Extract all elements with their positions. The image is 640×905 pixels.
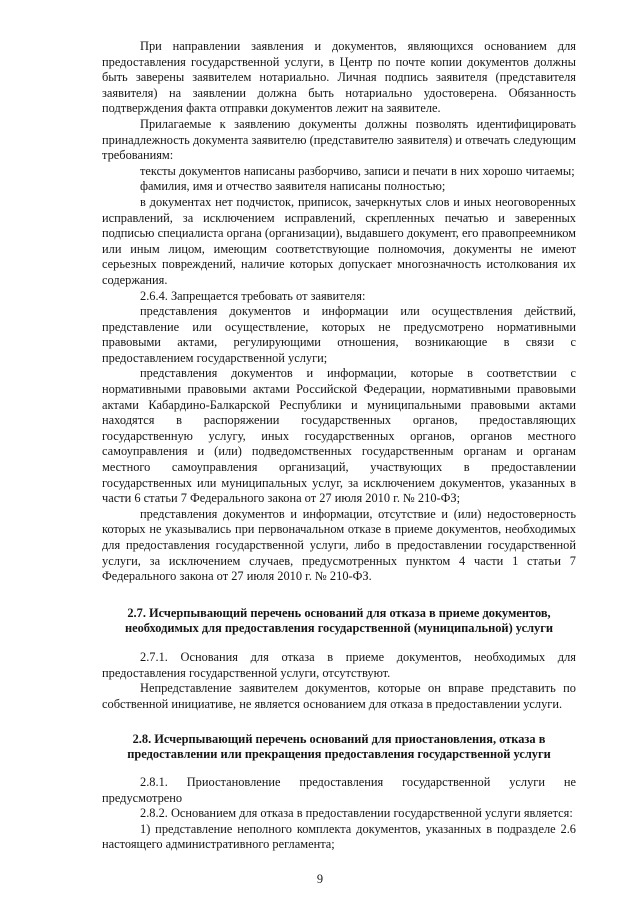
paragraph-prohibited-3: представления документов и информации, отсутствие и (или) недостоверность которых не указывались при первоначальном отказе в приеме документов, необходимых для предоставления государственной услуги, либо в предоставлении государственной услуги, за исключением случаев, предусмотренных пунктом 4 части 1 статьи 7 Федерального закона от 27 июля 2010 г. № 210-ФЗ.: [102, 506, 576, 584]
spacer: [102, 585, 576, 606]
paragraph-2-7-1: 2.7.1. Основания для отказа в приеме документов, необходимых для предоставления государственной услуги, отсутствуют.: [102, 650, 576, 680]
paragraph-mail-copies: При направлении заявления и документов, являющихся основанием для предоставления государственной услуги, в Центр по почте копии документов должны быть заверены заявителем нотариально. Личная подпись заявителя (представителя заявителя) на заявлении должна быть нотариально удостоверена. Обязанность подтверждения факта отправки документов лежит на заявителе.: [102, 39, 576, 116]
paragraph-incomplete-set: 1) представление неполного комплекта документов, указанных в подразделе 2.6 настоящего административного регламента;: [102, 821, 576, 852]
paragraph-2-8-2: 2.8.2. Основанием для отказа в предоставлении государственной услуги является:: [140, 806, 573, 821]
section-heading-2-7: 2.7. Исчерпывающий перечень оснований для отказа в приеме документов, необходимых для предоставления государственной (муниципальной) услуги: [124, 605, 554, 635]
paragraph-prohibited-2: представления документов и информации, которые в соответствии с нормативными правовыми актами Российской Федерации, нормативными правовыми актами Кабардино-Балкарской Республики и муниципальными правовыми актами находятся в распоряжении государственных органов, предоставляющих государственную услугу, иных государственных органов, органов местного самоуправления и (или) подведомственных государственным органам и органам местного самоуправления организаций, участвующих в предоставлении государственных или муниципальных услуг, за исключением документов, указанных в части 6 статьи 7 Федерального закона от 27 июля 2010 г. № 210-ФЗ;: [102, 366, 576, 506]
paragraph-prohibited-1: представления документов и информации или осуществления действий, представление или осуществление, которых не предусмотрено нормативными правовыми актами, регулирующими отношения, возникающие в связи с предоставлением государственной услуги;: [102, 304, 576, 365]
paragraph-non-submission: Непредставление заявителем документов, которые он вправе представить по собственной инициативе, не является основанием для отказа в предоставлении услуги.: [102, 681, 576, 711]
spacer: [102, 762, 576, 775]
paragraph-legible: тексты документов написаны разборчиво, записи и печати в них хорошо читаемы;: [140, 163, 575, 178]
paragraph-2-8-1: 2.8.1. Приостановление предоставления государственной услуги не предусмотрено: [102, 774, 576, 805]
spacer: [102, 713, 576, 732]
section-heading-2-8: 2.8. Исчерпывающий перечень оснований для приостановления, отказа в предоставлении или прекращения предоставления государственной услуги: [127, 731, 551, 761]
paragraph-full-name: фамилия, имя и отчество заявителя написаны полностью;: [140, 179, 446, 194]
paragraph-attached-docs: Прилагаемые к заявлению документы должны позволять идентифицировать принадлежность документа заявителю (представителю заявителя) и отвечать следующим требованиям:: [102, 116, 576, 163]
document-body: [102, 39, 576, 853]
page-number: 9: [316, 872, 324, 886]
paragraph-2-6-4: 2.6.4. Запрещается требовать от заявителя:: [140, 288, 366, 303]
paragraph-no-corrections: в документах нет подчисток, приписок, зачеркнутых слов и иных неоговоренных исправлений, за исключением исправлений, скрепленных печатью и заверенных подписью специалиста органа (организации), выдавшего документ, его правопреемником или иным лицом, имеющим соответствующие полномочия, документы не имеют серьезных повреждений, наличие которых допускает многозначность истолкования их содержания.: [102, 194, 576, 287]
spacer: [102, 636, 576, 650]
